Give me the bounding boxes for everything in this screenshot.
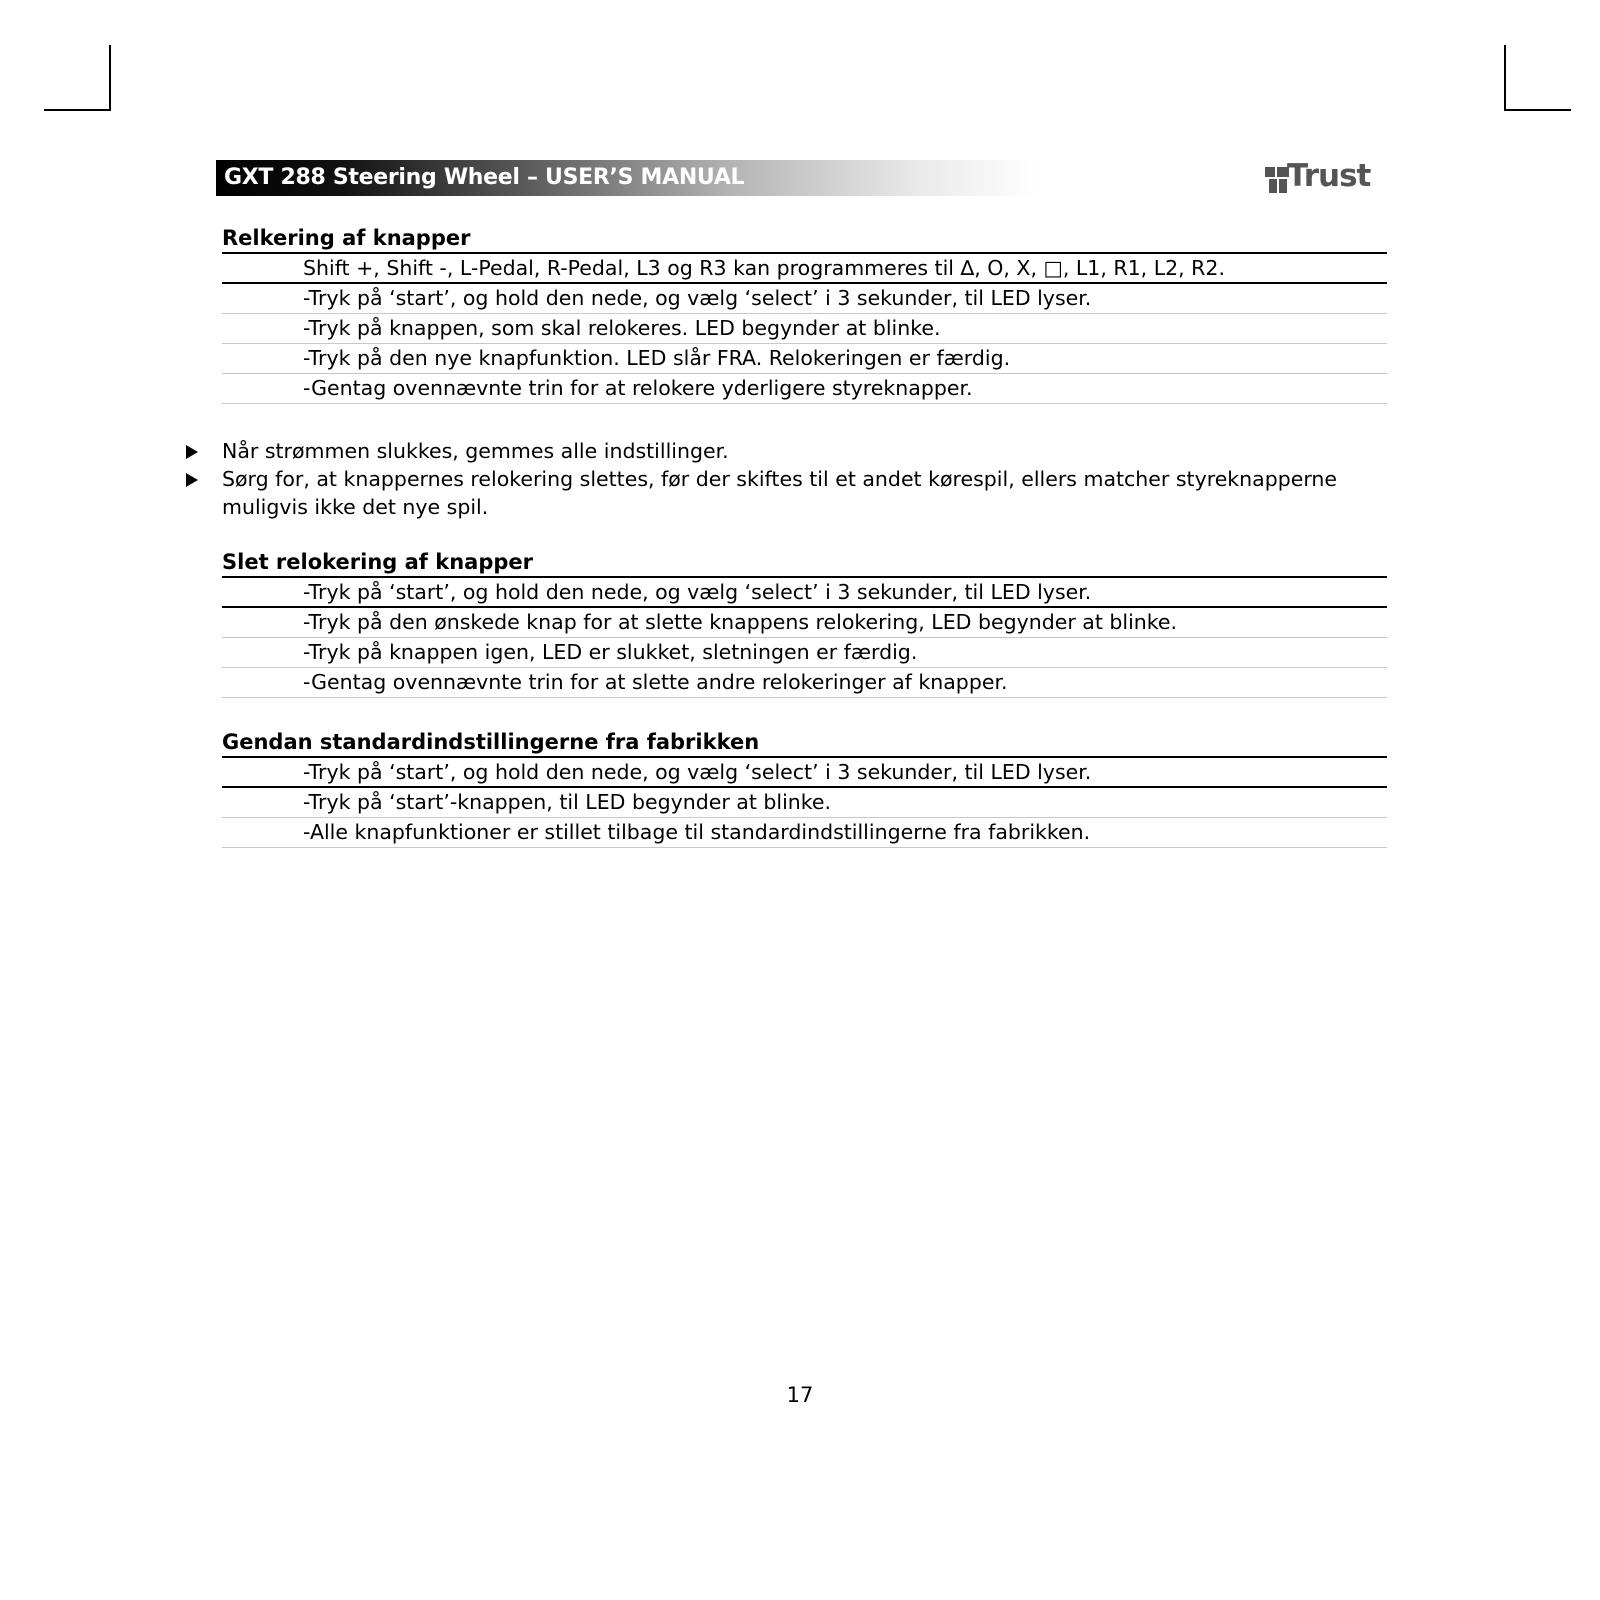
instruction-row: -Gentag ovennævnte trin for at slette andre relokeringer af knapper. bbox=[222, 668, 1387, 698]
notes-list bbox=[186, 437, 1386, 521]
section-heading: Relkering af knapper bbox=[222, 224, 1387, 254]
trust-logo bbox=[1265, 158, 1390, 197]
instruction-row: -Tryk på ‘start’, og hold den nede, og vælg ‘select’ i 3 sekunder, til LED lyser. bbox=[222, 284, 1387, 314]
instruction-row: -Tryk på knappen, som skal relokeres. LED begynder at blinke. bbox=[222, 314, 1387, 344]
section-delete-relocation bbox=[222, 548, 1387, 698]
note-text: Når strømmen slukkes, gemmes alle indstillinger. bbox=[222, 439, 729, 463]
instruction-row: Shift +, Shift -, L-Pedal, R-Pedal, L3 og R3 kan programmeres til ∆, O, X, □, L1, R1, L2, R2. bbox=[222, 254, 1387, 284]
instruction-row: -Tryk på ‘start’-knappen, til LED begynder at blinke. bbox=[222, 788, 1387, 818]
crop-mark-top-left-horizontal bbox=[44, 109, 111, 111]
section-heading: Slet relokering af knapper bbox=[222, 548, 1387, 578]
crop-mark-top-right-vertical bbox=[1504, 45, 1506, 111]
section-relocate-buttons bbox=[222, 224, 1387, 404]
document-title: GXT 288 Steering Wheel – USER’S MANUAL bbox=[224, 165, 745, 190]
header-bar bbox=[216, 160, 1246, 196]
crop-mark-top-right-horizontal bbox=[1504, 109, 1571, 111]
note-item bbox=[186, 465, 1386, 521]
crop-mark-top-left-vertical bbox=[109, 45, 111, 111]
instruction-row: -Tryk på den nye knapfunktion. LED slår FRA. Relokeringen er færdig. bbox=[222, 344, 1387, 374]
instruction-row: -Tryk på ‘start’, og hold den nede, og vælg ‘select’ i 3 sekunder, til LED lyser. bbox=[222, 758, 1387, 788]
triangle-right-icon bbox=[186, 473, 198, 487]
note-item bbox=[186, 437, 1386, 465]
instruction-row: -Tryk på den ønskede knap for at slette knappens relokering, LED begynder at blinke. bbox=[222, 608, 1387, 638]
note-text: Sørg for, at knappernes relokering slettes, før der skiftes til et andet kørespil, ellers matcher styreknapperne muligvis ikke det nye spil. bbox=[222, 467, 1338, 519]
logo-text: Trust bbox=[1287, 158, 1371, 194]
page-number: 17 bbox=[786, 1383, 814, 1407]
section-heading: Gendan standardindstillingerne fra fabrikken bbox=[222, 728, 1387, 758]
section-restore-defaults bbox=[222, 728, 1387, 848]
instruction-row: -Gentag ovennævnte trin for at relokere yderligere styreknapper. bbox=[222, 374, 1387, 404]
instruction-row: -Tryk på knappen igen, LED er slukket, sletningen er færdig. bbox=[222, 638, 1387, 668]
instruction-row: -Alle knapfunktioner er stillet tilbage til standardindstillingerne fra fabrikken. bbox=[222, 818, 1387, 848]
instruction-row: -Tryk på ‘start’, og hold den nede, og vælg ‘select’ i 3 sekunder, til LED lyser. bbox=[222, 578, 1387, 608]
triangle-right-icon bbox=[186, 445, 198, 459]
